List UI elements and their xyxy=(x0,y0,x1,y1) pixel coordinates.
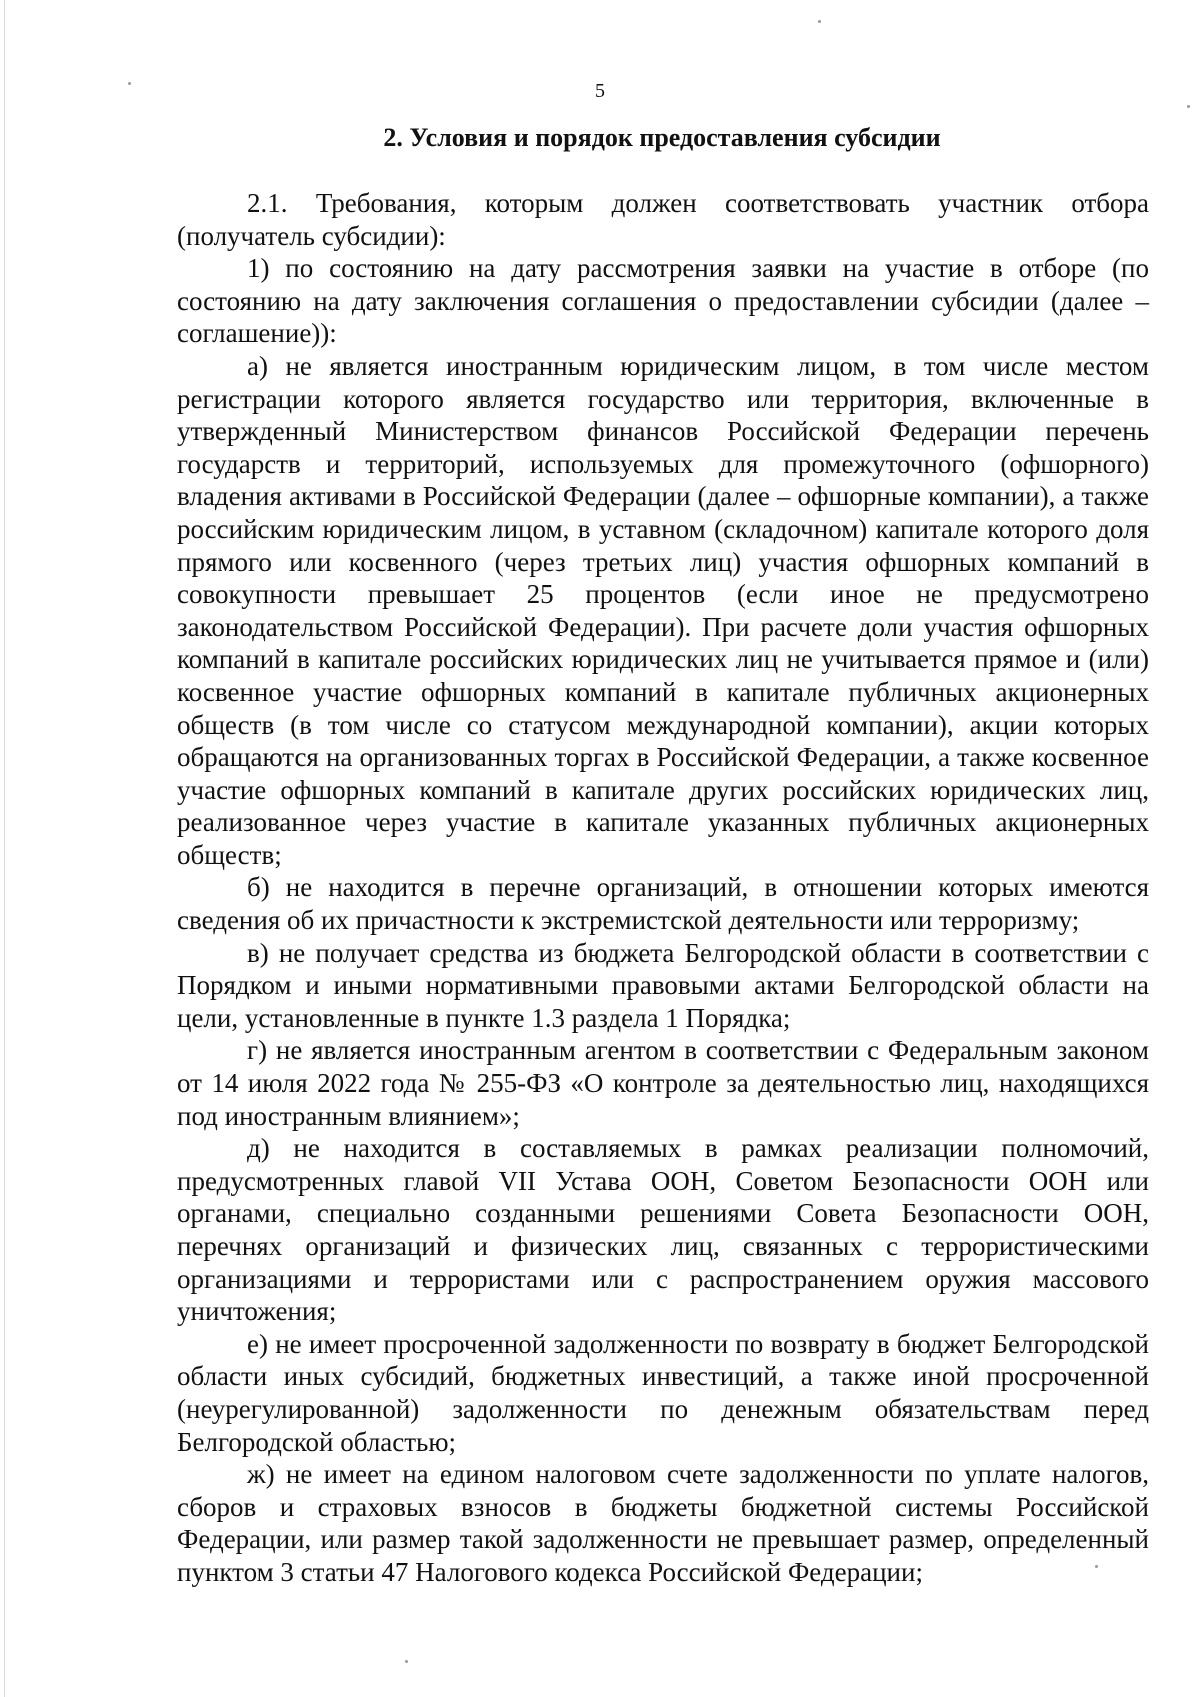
paragraph-item-b: б) не находится в перечне организаций, в отношении которых имеются сведения об их причастности к экстремистской деятельности или терроризму; xyxy=(177,872,1149,936)
document-body xyxy=(177,187,1149,1589)
paragraph-item-v: в) не получает средства из бюджета Белгородской области в соответствии с Порядком и иными нормативными правовыми актами Белгородской области на цели, установленные в пункте 1.3 раздела 1 Порядка; xyxy=(177,937,1149,1033)
paragraph-item-a: а) не является иностранным юридическим лицом, в том числе местом регистрации которого является государство или территория, включенные в утвержденный Министерством финансов Российской Федерации перечень государств и территорий, используемых для промежуточного (офшорного) владения активами в Российской Федерации (далее – офшорные компании), а также российским юридическим лицом, в уставном (складочном) капитале которого доля прямого или косвенного (через третьих лиц) участия офшорных компаний в совокупности превышает 25 процентов (если иное не предусмотрено законодательством Российской Федерации). При расчете доли участия офшорных компаний в капитале российских юридических лиц не учитывается прямое и (или) косвенное участие офшорных компаний в капитале публичных акционерных обществ (в том числе со статусом международной компании), акции которых обращаются на организованных торгах в Российской Федерации, а также косвенное участие офшорных компаний в капитале других российских юридических лиц, реализованное через участие в капитале указанных публичных акционерных обществ; xyxy=(177,350,1149,870)
scan-speck xyxy=(405,1660,408,1663)
paragraph-item-e: е) не имеет просроченной задолженности по возврату в бюджет Белгородской области иных субсидий, бюджетных инвестиций, а также иной просроченной (неурегулированной) задолженности по денежным обязательствам перед Белгородской областью; xyxy=(177,1328,1149,1457)
paragraph-item-g: г) не является иностранным агентом в соответствии с Федеральным законом от 14 июля 2022 года № 255-ФЗ «О контроле за деятельностью лиц, находящихся под иностранным влиянием»; xyxy=(177,1035,1149,1131)
paragraph-item-zh: ж) не имеет на едином налоговом счете задолженности по уплате налогов, сборов и страховых взносов в бюджеты бюджетной системы Российской Федерации, или размер такой задолженности не превышает размер, определенный пунктом 3 статьи 47 Налогового кодекса Российской Федерации; xyxy=(177,1459,1149,1587)
page-number: 5 xyxy=(595,80,605,102)
scan-speck xyxy=(128,82,131,85)
paragraph-2-1: 2.1. Требования, которым должен соответствовать участник отбора (получатель субсидии): xyxy=(177,188,1149,251)
scan-speck xyxy=(818,20,821,23)
paragraph-item-d: д) не находится в составляемых в рамках реализации полномочий, предусмотренных главой VII Устава ООН, Советом Безопасности ООН или органами, специально созданными решениями Совета Безопасности ООН, перечнях организаций и физических лиц, связанных с террористическими организациями и террористами или с распространением оружия массового уничтожения; xyxy=(177,1133,1149,1327)
paragraph-item-1: 1) по состоянию на дату рассмотрения заявки на участие в отборе (по состоянию на дату заключения соглашения о предоставлении субсидии (далее – соглашение)): xyxy=(177,253,1149,349)
scan-speck xyxy=(1187,105,1190,108)
scan-speck xyxy=(1095,1565,1098,1568)
section-title: 2. Условия и порядок предоставления субсидии xyxy=(383,123,941,152)
scan-edge-line xyxy=(4,0,5,1697)
